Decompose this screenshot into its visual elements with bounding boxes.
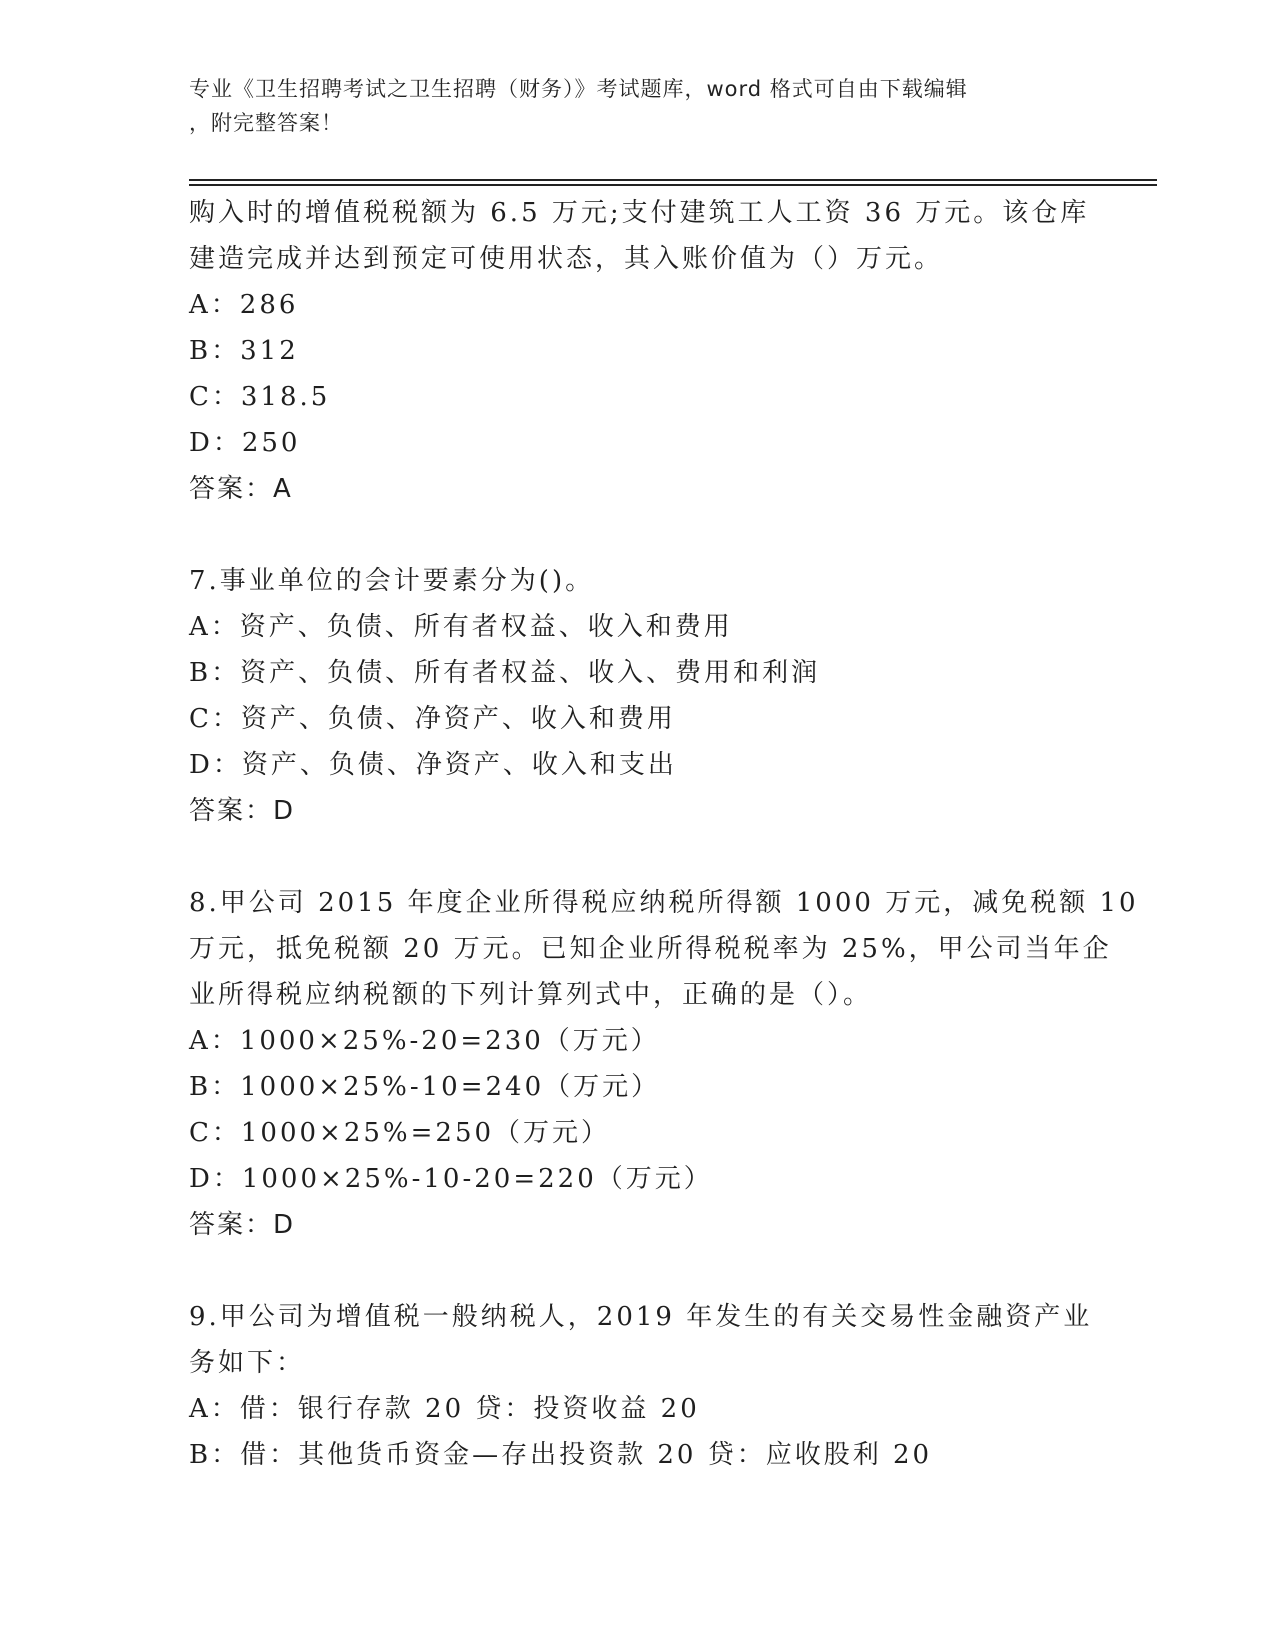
option-c: C：318.5: [189, 382, 331, 412]
question-spacer: [189, 512, 1089, 558]
option-b: B：1000×25%-10=240（万元）: [189, 1072, 661, 1102]
question-stem-line: 万元，抵免税额 20 万元。已知企业所得税税率为 25%，甲公司当年企: [189, 934, 1112, 964]
question-stem-line: 务如下：: [189, 1348, 306, 1378]
header-divider-bottom: [189, 184, 1157, 186]
option-a: A：借：银行存款 20 贷：投资收益 20: [189, 1394, 700, 1424]
option-b: B：312: [189, 336, 299, 366]
question-stem-line: 8.甲公司 2015 年度企业所得税应纳税所得额 1000 万元，减免税额 10: [189, 888, 1139, 918]
option-b: B：资产、负债、所有者权益、收入、费用和利润: [189, 658, 821, 688]
option-c: C：资产、负债、净资产、收入和费用: [189, 704, 676, 734]
option-c: C：1000×25%=250（万元）: [189, 1118, 611, 1148]
question-7: [189, 558, 1089, 834]
option-d: D：资产、负债、净资产、收入和支出: [189, 750, 677, 780]
question-stem-line: 9.甲公司为增值税一般纳税人，2019 年发生的有关交易性金融资产业: [189, 1302, 1093, 1332]
answer-line: 答案：D: [189, 1210, 296, 1240]
question-stem-line: 业所得税应纳税额的下列计算列式中，正确的是（）。: [189, 980, 873, 1010]
question-9: [189, 1294, 1093, 1478]
question-list: [189, 190, 1139, 1478]
question-6: [189, 190, 1089, 512]
option-d: D：1000×25%-10-20=220（万元）: [189, 1164, 713, 1194]
question-stem-line: 7.事业单位的会计要素分为()。: [189, 566, 595, 596]
question-stem-line: 购入时的增值税税额为 6.5 万元;支付建筑工人工资 36 万元。该仓库: [189, 198, 1090, 228]
question-8: [189, 880, 1139, 1248]
option-d: D：250: [189, 428, 301, 458]
answer-line: 答案：D: [189, 796, 296, 826]
option-a: A：1000×25%-20=230（万元）: [189, 1026, 660, 1056]
question-spacer: [189, 1248, 1089, 1294]
document-header: [189, 72, 1089, 140]
header-line-2: ，附完整答案！: [189, 111, 343, 135]
answer-line: 答案：A: [189, 474, 293, 504]
question-stem-line: 建造完成并达到预定可使用状态，其入账价值为（）万元。: [189, 244, 944, 274]
option-b: B：借：其他货币资金—存出投资款 20 贷：应收股利 20: [189, 1440, 933, 1470]
question-spacer: [189, 834, 1089, 880]
header-divider-top: [189, 179, 1157, 181]
header-line-1: 专业《卫生招聘考试之卫生招聘（财务）》考试题库，word 格式可自由下载编辑: [189, 77, 968, 101]
option-a: A：286: [189, 290, 299, 320]
option-a: A：资产、负债、所有者权益、收入和费用: [189, 612, 733, 642]
